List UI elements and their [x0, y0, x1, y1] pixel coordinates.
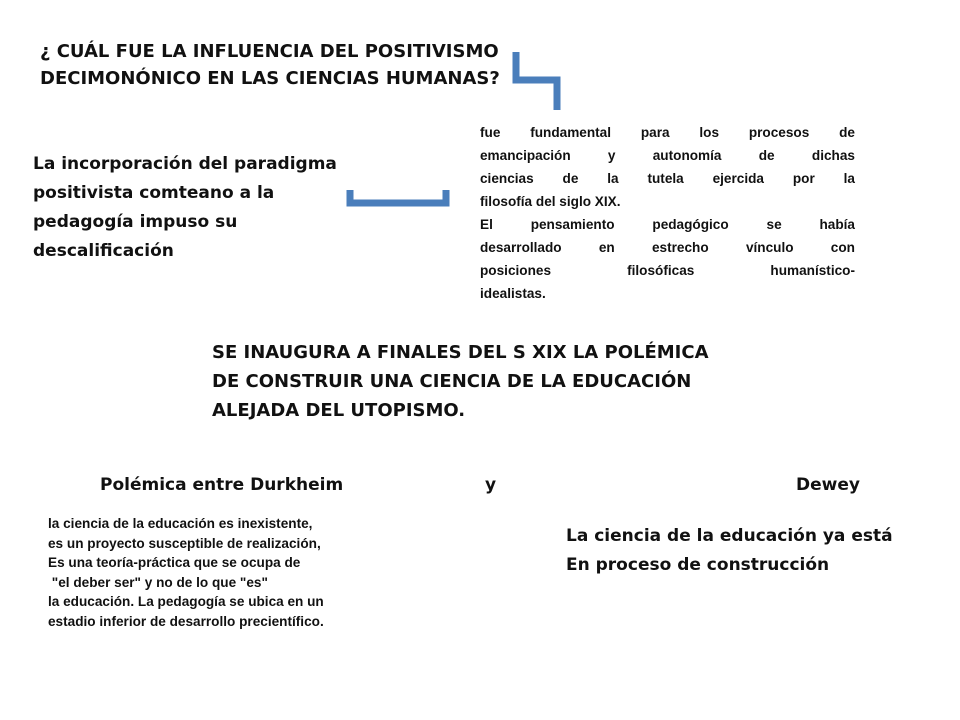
- word: dichas: [811, 148, 855, 163]
- word: en: [598, 240, 615, 255]
- justified-line: [480, 213, 855, 236]
- heading-line: ALEJADA DEL UTOPISMO.: [212, 400, 466, 421]
- word: estrecho: [652, 240, 709, 255]
- text-line: "el deber ser" y no de lo que "es": [48, 574, 268, 590]
- elbow-connector: [516, 52, 557, 110]
- text-line: la educación. La pedagogía se ubica en un: [48, 594, 324, 609]
- word: emancipación: [480, 148, 571, 163]
- word: de: [839, 125, 855, 140]
- word: pedagógico: [652, 217, 729, 232]
- text-line: estadio inferior de desarrollo precientífico.: [48, 613, 324, 629]
- word: tutela: [647, 171, 684, 186]
- word: de: [758, 148, 775, 163]
- page-title: [40, 38, 520, 92]
- intro-line: pedagogía impuso su: [33, 212, 238, 232]
- intro-line: La incorporación del paradigma: [33, 154, 337, 174]
- word: posiciones: [480, 263, 552, 278]
- word: se: [766, 217, 782, 232]
- text-line: filosofía del siglo XIX.: [480, 194, 621, 209]
- heading-line: DE CONSTRUIR UNA CIENCIA DE LA EDUCACIÓN: [212, 371, 692, 392]
- word: ciencias: [480, 171, 534, 186]
- word: fundamental: [530, 125, 612, 140]
- title-line: ¿ CUÁL FUE LA INFLUENCIA DEL POSITIVISMO: [40, 41, 499, 62]
- intro-line: descalificación: [33, 241, 174, 261]
- justified-line: [480, 121, 855, 144]
- text-line: Es una teoría-práctica que se ocupa de: [48, 555, 301, 570]
- dewey-position: [566, 522, 926, 580]
- word: autonomía: [652, 148, 722, 163]
- word: por: [792, 171, 815, 186]
- word: filosóficas: [627, 263, 695, 278]
- word: desarrollado: [480, 240, 562, 255]
- connector-word: y: [485, 475, 497, 495]
- dewey-label: Dewey: [796, 475, 860, 495]
- word: los: [699, 125, 719, 140]
- word: ejercida: [712, 171, 764, 186]
- word: había: [819, 217, 855, 232]
- justified-line: [480, 236, 855, 259]
- justified-line: [480, 259, 855, 282]
- bracket-connector: [350, 190, 446, 203]
- text-line: la ciencia de la educación es inexistente,: [48, 516, 313, 531]
- polemic-row: [100, 472, 860, 498]
- polemic-heading: [212, 338, 732, 425]
- title-line: DECIMONÓNICO EN LAS CIENCIAS HUMANAS?: [40, 68, 500, 89]
- heading-line: SE INAUGURA A FINALES DEL S XIX LA POLÉMICA: [212, 342, 709, 363]
- durkheim-position: [48, 514, 448, 631]
- justified-line: [480, 144, 855, 167]
- word: fue: [480, 125, 501, 140]
- word: y: [607, 148, 616, 163]
- intro-text: [33, 150, 353, 266]
- word: procesos: [748, 125, 810, 140]
- word: con: [830, 240, 855, 255]
- text-line: En proceso de construcción: [566, 555, 830, 575]
- word: humanístico-: [770, 263, 855, 278]
- word: la: [843, 171, 855, 186]
- durkheim-label: Polémica entre Durkheim: [100, 475, 344, 495]
- word: de: [562, 171, 579, 186]
- text-line: idealistas.: [480, 286, 546, 301]
- word: para: [640, 125, 670, 140]
- influence-description: [480, 121, 855, 305]
- word: vínculo: [745, 240, 794, 255]
- intro-line: positivista comteano a la: [33, 183, 275, 203]
- text-line: es un proyecto susceptible de realización,: [48, 535, 321, 551]
- text-line: La ciencia de la educación ya está: [566, 526, 893, 546]
- justified-line: [480, 167, 855, 190]
- word: El: [480, 217, 493, 232]
- word: la: [607, 171, 619, 186]
- word: pensamiento: [530, 217, 615, 232]
